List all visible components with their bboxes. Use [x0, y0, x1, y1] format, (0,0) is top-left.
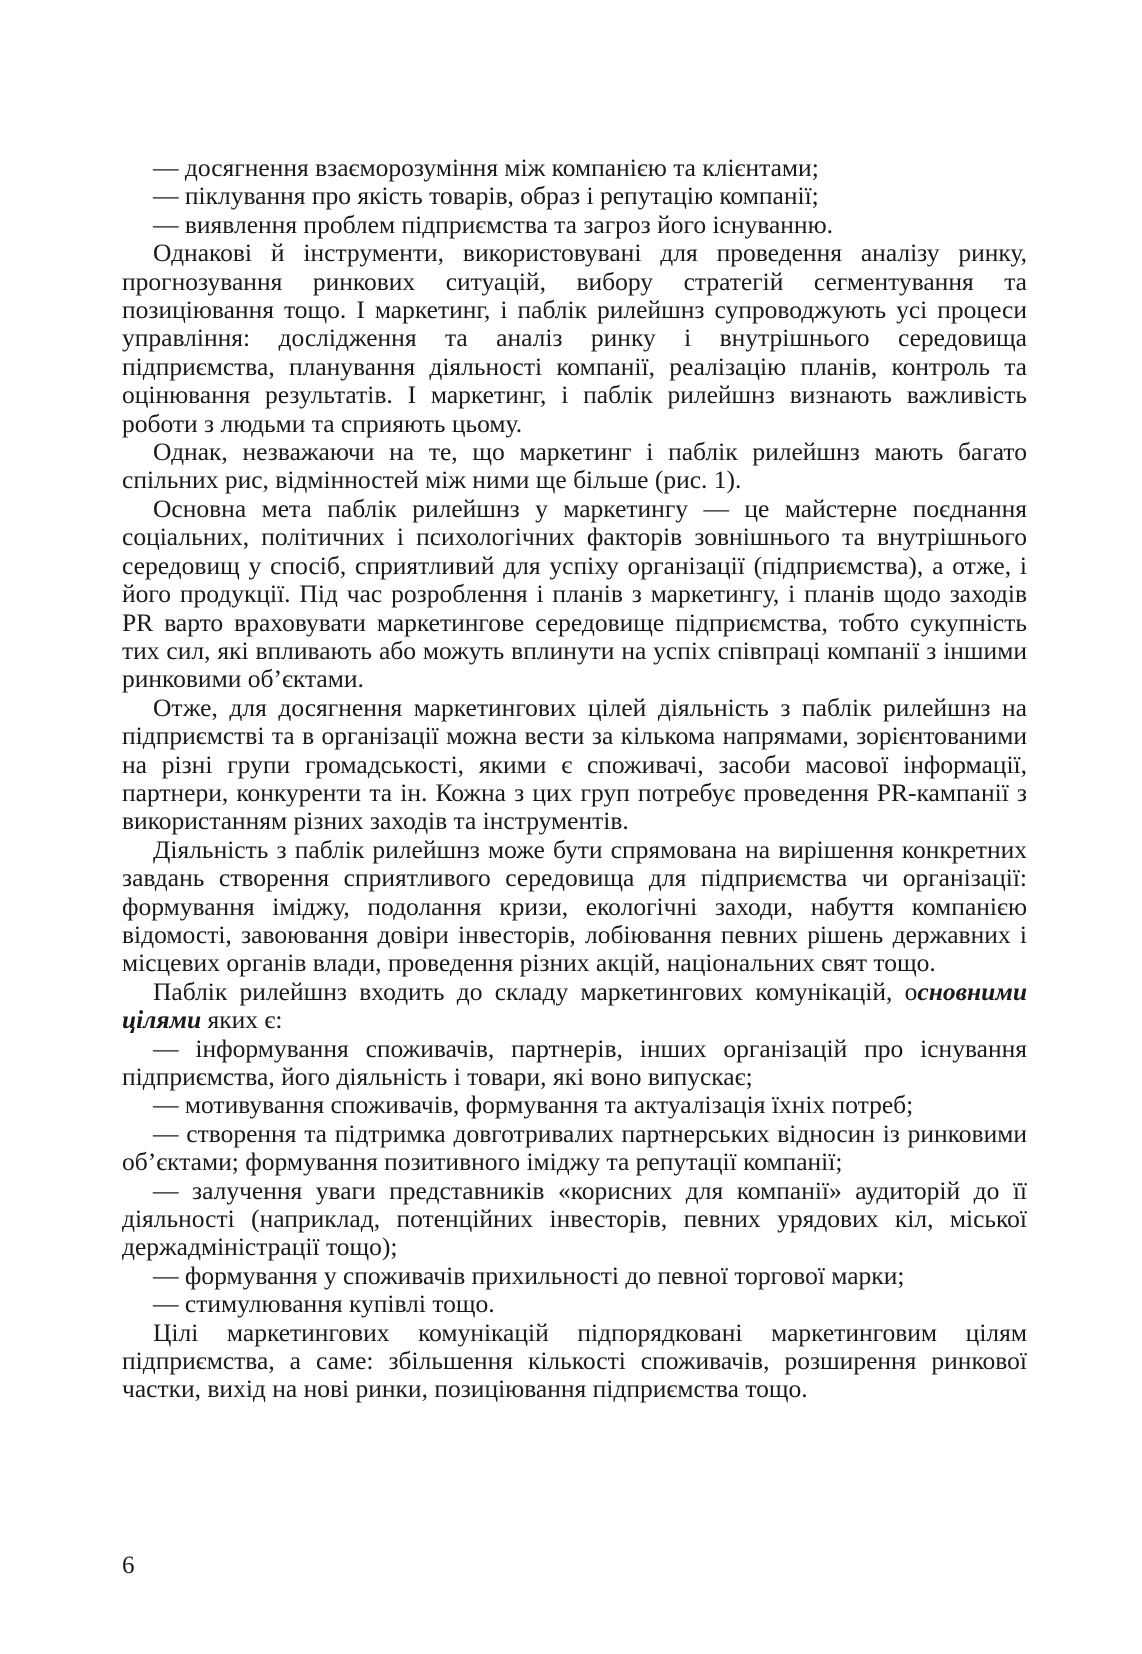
goal-item: — інформування споживачів, партнерів, інших організацій про існування підприємства, його діяльність і товари, які воно випускає; — [122, 1033, 1027, 1091]
closing-paragraph: Цілі маркетингових комунікацій підпорядковані маркетинговим цілям підприємства, а саме: збільшення кількості споживачів, розширення ринкової частки, вихід на нові ринки, позиціювання підприємства тощо. — [122, 1317, 1027, 1404]
list-item: — досягнення взаєморозуміння між компанією та клієнтами; — [153, 153, 819, 182]
paragraph: Однак, незважаючи на те, що маркетинг і паблік рилейшнз мають багато спільних рис, відмінностей між ними ще більше (рис. 1). — [122, 437, 1027, 495]
body-text — [122, 154, 1027, 1404]
goals-intro-tail: яких є: — [201, 1005, 283, 1035]
page-number: 6 — [122, 1552, 135, 1579]
goal-item: — стимулювання купівлі тощо. — [153, 1289, 495, 1319]
paragraph: Діяльність з паблік рилейшнз може бути спрямована на вирішення конкретних завдань створення сприятливого середовища для підприємства чи організації: формування іміджу, подолання кризи, екологічні заходи, набуття компанією відомості, завоювання довіри інвесторів, лобіювання певних рішень державних і місцевих органів влади, проведення різних акцій, національних свят тощо. — [122, 834, 1027, 978]
goal-item: — формування у споживачів прихильності до певної торгової марки; — [153, 1260, 905, 1290]
paragraph: Отже, для досягнення маркетингових цілей діяльність з паблік рилейшнз на підприємстві та в організації можна вести за кількома напрямами, зорієнтованими на різні групи громадськості, якими є споживачі, засоби масової інформації, партнери, конкуренти та ін. Кожна з цих груп потребує проведення PR-кампанії з використанням різних заходів та інструментів. — [122, 692, 1027, 836]
emphasized-term: сновними цілями — [122, 976, 1027, 1035]
list-item: — піклування про якість товарів, образ і репутацію компанії; — [153, 181, 819, 211]
paragraph: Основна мета паблік рилейшнз у маркетингу — це майстерне поєднання соціальних, політичних і психологічних факторів зовнішнього та внутрішнього середовищ у спосіб, сприятливий для успіху організації (підприємства), а отже, і його продукції. Під час розроблення і планів з маркетингу, і планів щодо заходів PR варто враховувати маркетингове середовище підприємства, тобто сукупність тих сил, які впливають або можуть вплинути на успіх співпраці компанії з іншими ринковими об’єктами. — [122, 493, 1027, 694]
paragraph: Однакові й інструменти, використовувані для проведення аналізу ринку, прогнозування ринкових ситуацій, вибору стратегій сегментування та позиціювання тощо. І маркетинг, і паблік рилейшнз супроводжують усі процеси управління: дослідження та аналіз ринку і внутрішнього середовища підприємства, планування діяльності компанії, реалізацію планів, контроль та оцінювання результатів. І маркетинг, і паблік рилейшнз визнають важливість роботи з людьми та сприяють цьому. — [122, 238, 1027, 438]
goals-intro-paragraph — [122, 978, 1027, 1035]
goal-item: — мотивування споживачів, формування та актуалізація їхніх потреб; — [153, 1090, 914, 1120]
list-item: — виявлення проблем підприємства та загроз його існуванню. — [153, 209, 833, 239]
goals-intro-text: Паблік рилейшнз входить до складу маркетингових комунікацій, о — [153, 976, 918, 1006]
goal-item: — створення та підтримка довготривалих партнерських відносин із ринковими об’єктами; формування позитивного іміджу та репутації компанії; — [122, 1118, 1027, 1177]
goal-item: — залучення уваги представників «корисних для компанії» аудиторій до її діяльності (наприклад, потенційних інвесторів, певних урядових кіл, міської держадміністрації тощо); — [122, 1175, 1027, 1262]
